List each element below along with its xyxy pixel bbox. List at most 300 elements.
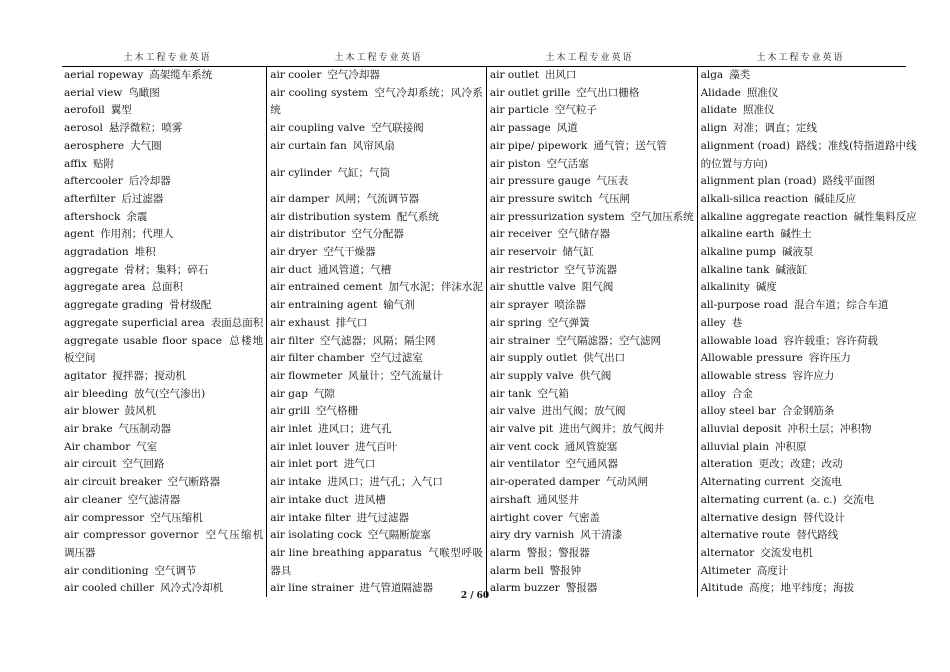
entry-term: air line strainer	[270, 582, 354, 595]
entry-translation: 排气口	[335, 316, 368, 329]
entry-term: air intake duct	[270, 493, 349, 506]
entry-term: air tank	[489, 387, 532, 400]
glossary-entry	[270, 138, 483, 156]
glossary-entry	[64, 191, 263, 209]
glossary-entry	[270, 386, 483, 404]
glossary-entry	[64, 102, 263, 120]
glossary-entry	[490, 474, 694, 492]
glossary-entry	[490, 244, 694, 262]
entry-translation: 警报；警报器	[526, 546, 590, 559]
entry-term: alga	[700, 69, 724, 81]
entry-term: air outlet grille	[489, 86, 571, 99]
glossary-entry	[701, 386, 917, 404]
entry-term: Allowable pressure	[700, 352, 803, 365]
entry-translation: 空气调节	[154, 564, 197, 577]
glossary-entry	[701, 173, 917, 191]
entry-term: air pressure switch	[489, 192, 593, 205]
entry-term: air valve	[489, 405, 536, 418]
entry-term: alternative route	[700, 529, 791, 542]
entry-translation: 供气阀	[579, 369, 612, 382]
entry-term: air ventilator	[489, 458, 560, 471]
entry-term: air coupling valve	[270, 122, 366, 135]
entry-term: air flowmeter	[270, 369, 343, 382]
entry-translation: 堆积	[134, 246, 156, 259]
entry-translation: 总楼地板空间	[64, 334, 264, 365]
entry-translation: 冲积原	[775, 440, 807, 453]
entry-term: aggregate area	[64, 281, 146, 294]
entry-term: air exhaust	[270, 316, 330, 329]
glossary-entry	[64, 456, 263, 474]
entry-term: air reservoir	[489, 246, 557, 259]
glossary-entry	[270, 315, 483, 333]
entry-translation: 合金钢筋条	[781, 405, 835, 418]
entry-translation: 余震	[126, 210, 148, 223]
entry-term: air filter	[270, 334, 315, 347]
entry-translation: 碱液缸	[775, 263, 807, 276]
entry-translation: 风帘风扇	[352, 139, 395, 152]
entry-translation: 空气冷却系统；风冷系统	[270, 86, 483, 117]
glossary-entry	[64, 120, 263, 138]
glossary-entry	[490, 510, 694, 528]
glossary-entry	[701, 527, 917, 545]
entry-term: aerosol	[64, 122, 103, 135]
entry-term: aerofoil	[64, 104, 105, 117]
glossary-entry	[64, 527, 263, 562]
entry-term: aggregate	[64, 263, 119, 276]
entry-term: air outlet	[489, 69, 539, 81]
glossary-column-2	[266, 67, 486, 597]
glossary-entry	[701, 545, 917, 563]
entry-term: alternator	[700, 546, 755, 559]
entry-term: air brake	[64, 423, 113, 436]
entry-translation: 对准；调直；定线	[733, 122, 818, 135]
glossary-entry	[270, 67, 483, 85]
entry-translation: 路线；准线(特指道路中线的位置与方向)	[700, 139, 917, 170]
entry-translation: 空气干燥器	[323, 246, 376, 259]
glossary-entry	[64, 333, 263, 368]
entry-translation: 路线平面图	[822, 175, 875, 188]
entry-translation: 高度；地平纬度；海拔	[749, 582, 855, 595]
entry-term: alignment (road)	[700, 139, 791, 152]
entry-term: alarm buzzer	[489, 582, 560, 595]
glossary-entry	[490, 492, 694, 510]
glossary-entry	[64, 173, 263, 191]
entry-term: alarm	[489, 546, 521, 559]
entry-translation: 替代路线	[796, 529, 839, 542]
entry-term: alkaline pump	[700, 246, 777, 259]
entry-term: airy dry varnish	[489, 529, 575, 542]
entry-term: air valve pit	[489, 423, 554, 436]
entry-translation: 进气管道隔滤器	[359, 582, 433, 595]
entry-translation: 空气隔滤器；空气滤网	[556, 334, 662, 347]
entry-translation: 空气断路器	[167, 476, 221, 489]
glossary-entry	[64, 156, 263, 174]
glossary-entry	[64, 297, 263, 315]
glossary-entry	[701, 262, 917, 280]
glossary-entry	[64, 421, 263, 439]
entry-term: air shuttle valve	[489, 281, 576, 294]
glossary-entry	[490, 67, 694, 85]
glossary-entry	[64, 510, 263, 528]
entry-term: alternating current (a. c.)	[700, 493, 837, 506]
glossary-column-3	[486, 67, 697, 597]
entry-translation: 进气百叶	[355, 440, 398, 453]
column-header: 土木工程专业英语	[756, 53, 845, 63]
entry-term: aggregate grading	[64, 299, 164, 312]
glossary-columns	[62, 67, 917, 597]
glossary-entry	[64, 368, 263, 386]
glossary-entry	[701, 297, 917, 315]
entry-translation: 空气节流器	[564, 263, 617, 276]
glossary-entry	[490, 102, 694, 120]
entry-translation: 空气滤清器	[127, 493, 181, 506]
entry-term: air grill	[270, 405, 311, 418]
glossary-entry	[64, 209, 263, 227]
entry-translation: 空气回路	[122, 458, 165, 471]
entry-term: affix	[64, 157, 87, 170]
entry-translation: 空气分配器	[351, 228, 404, 241]
entry-term: air filter chamber	[270, 352, 365, 365]
entry-translation: 鸟瞰图	[128, 86, 160, 99]
entry-translation: 放气(空气渗出)	[134, 387, 206, 400]
entry-term: air duct	[270, 263, 312, 276]
glossary-entry	[701, 138, 917, 173]
entry-translation: 空气通风器	[565, 458, 618, 471]
entry-term: air bleeding	[64, 387, 129, 400]
glossary-entry	[64, 474, 263, 492]
glossary-entry	[270, 439, 483, 457]
entry-translation: 气室	[136, 440, 158, 453]
entry-term: aerosphere	[64, 139, 125, 152]
entry-term: air cooling system	[270, 86, 369, 99]
glossary-entry	[701, 226, 917, 244]
entry-translation: 更改；改建；改动	[758, 458, 843, 471]
entry-term: air isolating cock	[270, 529, 362, 542]
entry-translation: 阻气阀	[581, 281, 614, 294]
glossary-entry	[701, 563, 917, 581]
entry-term: alkaline tank	[700, 263, 770, 276]
entry-translation: 后冷却器	[128, 175, 171, 188]
glossary-entry	[701, 492, 917, 510]
entry-translation: 交流电	[842, 493, 875, 506]
glossary-entry	[64, 315, 263, 333]
glossary-entry	[270, 244, 483, 262]
entry-translation: 冲积土层；冲积物	[787, 423, 872, 436]
entry-term: all-purpose road	[700, 299, 788, 312]
entry-translation: 容许应力	[792, 369, 835, 382]
document-page	[62, 50, 917, 597]
entry-translation: 高度计	[756, 564, 789, 577]
entry-translation: 气压制动器	[118, 423, 172, 436]
glossary-entry	[270, 262, 483, 280]
entry-term: air distributor	[270, 228, 346, 241]
entry-translation: 搅拌器；搅动机	[112, 369, 186, 382]
entry-translation: 碱性集料反应	[853, 210, 917, 223]
glossary-entry	[64, 439, 263, 457]
entry-translation: 通气管；送气管	[593, 139, 667, 152]
glossary-entry	[701, 67, 917, 85]
glossary-entry	[270, 510, 483, 528]
entry-translation: 空气过滤室	[370, 352, 423, 365]
entry-term: air restrictor	[489, 263, 559, 276]
glossary-entry	[701, 474, 917, 492]
entry-translation: 空气隔断旋塞	[367, 529, 431, 542]
entry-translation: 空气压缩机调压器	[64, 529, 264, 559]
entry-translation: 作用剂；代理人	[100, 228, 174, 241]
glossary-entry	[701, 350, 917, 368]
glossary-entry	[701, 421, 917, 439]
glossary-entry	[64, 262, 263, 280]
glossary-entry	[490, 262, 694, 280]
entry-translation: 骨材；集料；碎石	[124, 263, 209, 276]
entry-term: air supply outlet	[489, 352, 578, 365]
glossary-entry	[64, 403, 263, 421]
entry-translation: 交流发电机	[760, 546, 813, 559]
entry-translation: 空气出口栅格	[576, 86, 640, 99]
entry-term: air dryer	[270, 246, 318, 259]
glossary-column-1	[62, 67, 266, 597]
entry-term: aggradation	[64, 246, 129, 259]
entry-term: alidate	[700, 104, 737, 117]
entry-translation: 藻类	[729, 69, 751, 81]
entry-translation: 照准仪	[746, 86, 779, 99]
glossary-entry	[701, 510, 917, 528]
entry-term: alteration	[700, 458, 753, 471]
entry-term: air curtain fan	[270, 139, 347, 152]
entry-term: airtight cover	[489, 511, 563, 524]
entry-term: Air chambor	[64, 440, 131, 453]
glossary-entry	[64, 492, 263, 510]
entry-translation: 进风口；进气孔	[318, 423, 392, 436]
glossary-entry	[490, 439, 694, 457]
glossary-entry	[490, 563, 694, 581]
entry-translation: 进气口	[343, 458, 376, 471]
entry-translation: 空气联接阀	[371, 122, 424, 135]
glossary-entry	[490, 156, 694, 174]
glossary-entry	[270, 527, 483, 545]
glossary-entry	[270, 85, 483, 120]
entry-term: agent	[64, 228, 95, 241]
entry-translation: 替代设计	[802, 511, 845, 524]
glossary-entry	[490, 209, 694, 227]
entry-translation: 通风管道；气槽	[317, 263, 392, 276]
entry-term: Alidade	[700, 86, 741, 99]
entry-term: air compressor	[64, 511, 145, 524]
entry-term: air cylinder	[270, 166, 332, 179]
glossary-entry	[64, 563, 263, 581]
glossary-entry	[64, 244, 263, 262]
entry-term: aerial view	[64, 86, 123, 99]
entry-translation: 空气储存器	[557, 228, 611, 241]
entry-term: air inlet	[270, 423, 313, 436]
glossary-entry	[701, 209, 917, 227]
entry-term: alluvial plain	[700, 440, 770, 453]
entry-term: airshaft	[489, 493, 531, 506]
entry-term: agitator	[64, 369, 107, 382]
glossary-entry	[270, 421, 483, 439]
entry-translation: 空气滤器；风隔；隔尘网	[320, 334, 436, 347]
entry-term: air damper	[270, 192, 330, 205]
glossary-entry	[64, 279, 263, 297]
glossary-entry	[701, 85, 917, 103]
glossary-entry	[270, 474, 483, 492]
entry-translation: 空气格栅	[316, 405, 359, 418]
entry-translation: 空气粒子	[554, 104, 597, 117]
entry-term: air sprayer	[489, 299, 549, 312]
glossary-column-4	[697, 67, 920, 597]
entry-translation: 加气水泥；伴沫水泥	[388, 281, 483, 294]
glossary-entry	[64, 67, 263, 85]
glossary-entry	[490, 403, 694, 421]
entry-translation: 进气过滤器	[356, 511, 410, 524]
entry-term: air cleaner	[64, 493, 122, 506]
glossary-entry	[490, 85, 694, 103]
entry-term: air vent cock	[489, 440, 559, 453]
entry-translation: 大气圈	[130, 139, 162, 152]
entry-term: air strainer	[489, 334, 551, 347]
entry-translation: 气压闸	[598, 192, 630, 205]
glossary-entry	[270, 350, 483, 368]
entry-term: aftershock	[64, 210, 121, 223]
glossary-entry	[270, 333, 483, 351]
entry-translation: 进风口；进气孔；入气口	[327, 476, 443, 489]
glossary-entry	[490, 226, 694, 244]
entry-term: air pipe/ pipework	[489, 139, 588, 152]
entry-translation: 空气压缩机	[150, 511, 203, 524]
entry-term: alley	[700, 316, 726, 329]
entry-term: air circuit	[64, 458, 117, 471]
entry-translation: 进出气阀；放气阀	[541, 405, 626, 418]
glossary-entry	[270, 156, 483, 191]
column-header: 土木工程专业英语	[123, 53, 212, 63]
glossary-entry	[270, 209, 483, 227]
entry-term: aftercooler	[64, 175, 123, 188]
page-number: 2 / 60	[460, 591, 490, 601]
entry-translation: 出风口	[544, 69, 577, 81]
glossary-entry	[701, 191, 917, 209]
entry-translation: 气动风闸	[605, 476, 648, 489]
entry-term: air entraining agent	[270, 299, 378, 312]
entry-translation: 通风管旋塞	[564, 440, 618, 453]
entry-translation: 供气出口	[583, 352, 626, 365]
entry-translation: 风量计；空气流量计	[348, 369, 443, 382]
glossary-entry	[64, 85, 263, 103]
entry-translation: 容许载重；容许荷载	[783, 334, 878, 347]
entry-translation: 碱度	[755, 281, 777, 294]
glossary-entry	[490, 527, 694, 545]
glossary-entry	[701, 333, 917, 351]
entry-term: air pressurization system	[489, 210, 625, 223]
entry-translation: 风干清漆	[580, 529, 623, 542]
entry-translation: 气喉型呼吸器具	[270, 546, 483, 577]
column-header: 土木工程专业英语	[545, 53, 634, 63]
entry-term: air passage	[489, 122, 551, 135]
glossary-entry	[701, 244, 917, 262]
glossary-entry	[490, 333, 694, 351]
entry-term: air receiver	[489, 228, 552, 241]
entry-term: alarm bell	[489, 564, 544, 577]
entry-translation: 配气系统	[396, 210, 439, 223]
entry-term: air inlet louver	[270, 440, 350, 453]
entry-term: air pressure gauge	[489, 175, 591, 188]
glossary-entry	[701, 102, 917, 120]
entry-translation: 警报钟	[549, 564, 582, 577]
entry-term: alkaline aggregate reaction	[700, 210, 848, 223]
glossary-entry	[270, 403, 483, 421]
glossary-entry	[701, 439, 917, 457]
entry-term: alloy	[700, 387, 726, 400]
entry-translation: 风闸；气流调节器	[335, 192, 420, 205]
glossary-entry	[490, 545, 694, 563]
running-headers	[62, 50, 906, 66]
entry-term: alternative design	[700, 511, 797, 524]
entry-term: afterfilter	[64, 192, 116, 205]
glossary-entry	[701, 456, 917, 474]
glossary-entry	[490, 421, 694, 439]
entry-term: aerial ropeway	[64, 69, 144, 81]
entry-term: aggregate superficial area	[64, 316, 205, 329]
entry-translation: 混合车道；综合车道	[793, 299, 889, 312]
glossary-entry	[490, 297, 694, 315]
glossary-entry	[490, 315, 694, 333]
entry-term: air gap	[270, 387, 308, 400]
glossary-entry	[701, 315, 917, 333]
entry-term: aggregate usable floor space	[64, 334, 222, 347]
entry-term: Altitude	[700, 582, 744, 595]
entry-translation: 进出气阀井；放气阀井	[559, 423, 665, 436]
entry-term: air-operated damper	[489, 476, 600, 489]
entry-term: air intake	[270, 476, 322, 489]
entry-term: air inlet port	[270, 458, 338, 471]
glossary-entry	[270, 120, 483, 138]
entry-term: Altimeter	[700, 564, 751, 577]
entry-term: alloy steel bar	[700, 405, 776, 418]
glossary-entry	[701, 120, 917, 138]
entry-translation: 巷	[731, 316, 743, 329]
entry-translation: 表面总面积	[210, 316, 264, 329]
glossary-entry	[701, 279, 917, 297]
entry-translation: 悬浮微粒；喷雾	[108, 122, 183, 135]
entry-term: allowable load	[700, 334, 778, 347]
entry-term: air compressor governor	[64, 529, 199, 542]
entry-term: allowable stress	[700, 369, 787, 382]
entry-translation: 气隙	[313, 387, 335, 400]
entry-term: air blower	[64, 405, 119, 418]
entry-term: air spring	[489, 316, 542, 329]
entry-translation: 警报器	[565, 582, 598, 595]
entry-term: air cooled chiller	[64, 582, 155, 595]
entry-term: air particle	[489, 104, 549, 117]
glossary-entry	[64, 226, 263, 244]
entry-term: air distribution system	[270, 210, 391, 223]
entry-term: air intake filter	[270, 511, 351, 524]
column-header: 土木工程专业英语	[334, 53, 423, 63]
entry-term: air line breathing apparatus	[270, 546, 422, 559]
entry-term: air cooler	[270, 69, 322, 81]
glossary-entry	[270, 226, 483, 244]
glossary-entry	[270, 456, 483, 474]
entry-translation: 照准仪	[743, 104, 775, 117]
glossary-entry	[490, 456, 694, 474]
entry-translation: 鼓风机	[124, 405, 157, 418]
entry-translation: 碱液泵	[782, 246, 814, 259]
entry-term: air supply valve	[489, 369, 574, 382]
glossary-entry	[490, 368, 694, 386]
entry-term: alkaline earth	[700, 228, 775, 241]
entry-translation: 高架缆车系统	[149, 69, 213, 81]
glossary-entry	[270, 191, 483, 209]
entry-term: air conditioning	[64, 564, 149, 577]
